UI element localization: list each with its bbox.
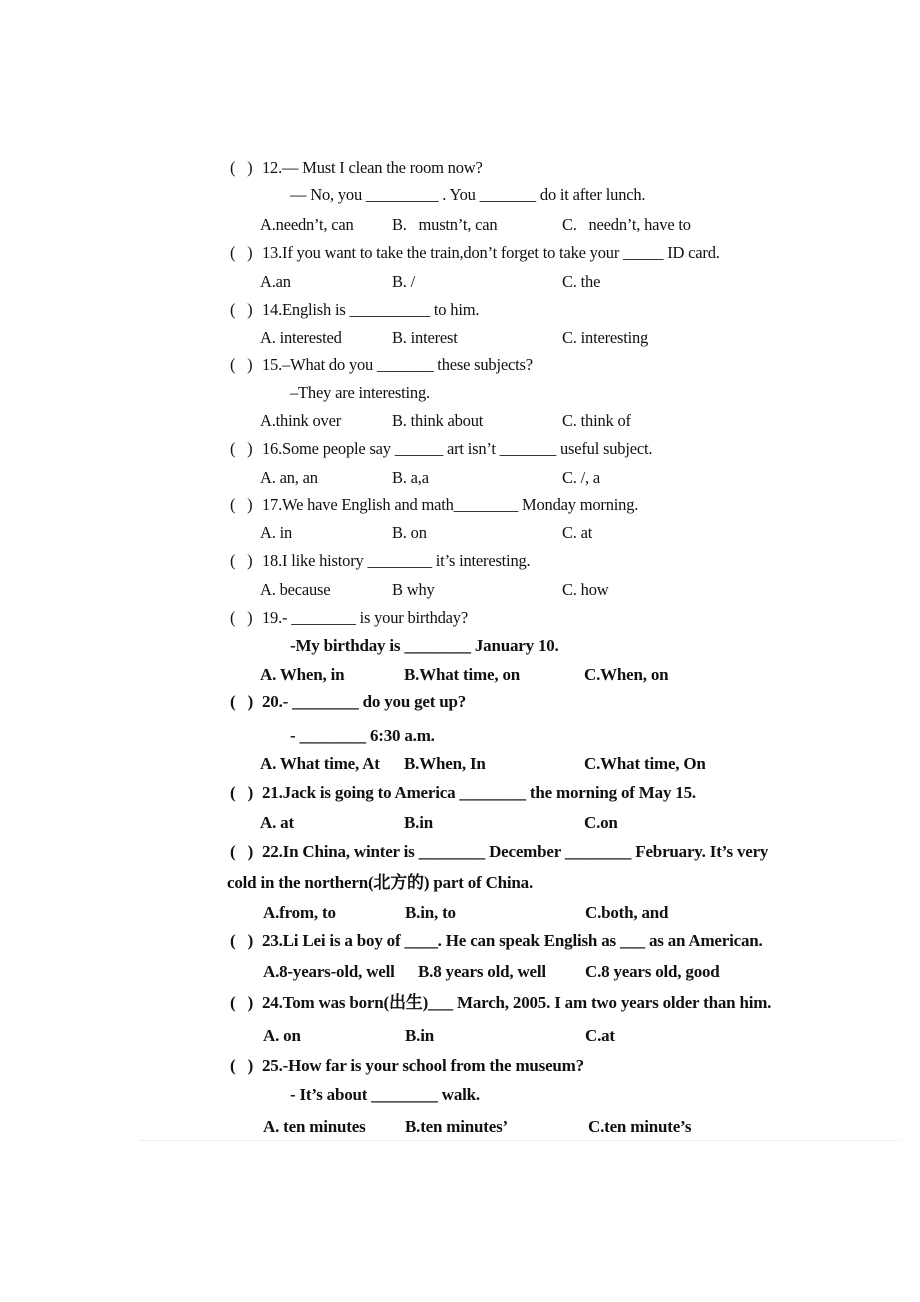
question-subline: –They are interesting. (290, 383, 430, 402)
option-a: A. an, an (260, 468, 318, 487)
option-b: B. on (392, 523, 427, 542)
question-stem: 16.Some people say ______ art isn’t _______ useful subject. (262, 439, 653, 458)
question-stem: 13.If you want to take the train,don’t forget to take your _____ ID card. (262, 243, 720, 262)
answer-bracket: ( ) (230, 495, 253, 514)
option-c: C. think of (562, 411, 631, 430)
answer-bracket: ( ) (230, 692, 254, 711)
option-b: B.in (404, 813, 433, 832)
question-stem: 21.Jack is going to America ________ the morning of May 15. (262, 783, 696, 802)
page-edge-divider (140, 1140, 900, 1141)
option-a: A.needn’t, can (260, 215, 354, 234)
question-stem: 24.Tom was born(出生)___ March, 2005. I am two years older than him. (262, 993, 772, 1012)
answer-bracket: ( ) (230, 300, 253, 319)
answer-bracket: ( ) (230, 783, 254, 802)
option-c: C.at (585, 1026, 615, 1045)
option-c: C. how (562, 580, 609, 599)
option-a: A.an (260, 272, 291, 291)
answer-bracket: ( ) (230, 158, 253, 177)
option-b: B. mustn’t, can (392, 215, 498, 234)
option-c: C.both, and (585, 903, 669, 922)
option-b: B. / (392, 272, 416, 291)
option-a: A. interested (260, 328, 342, 347)
answer-bracket: ( ) (230, 1056, 254, 1075)
option-c: C. needn’t, have to (562, 215, 691, 234)
question-subline: - It’s about ________ walk. (290, 1085, 480, 1104)
question-stem: 19.- ________ is your birthday? (262, 608, 468, 627)
option-a: A.from, to (263, 903, 336, 922)
question-continuation: cold in the northern(北方的) part of China. (227, 873, 534, 892)
option-c: C. at (562, 523, 593, 542)
option-a: A.think over (260, 411, 342, 430)
question-stem: 18.I like history ________ it’s interesting. (262, 551, 531, 570)
option-a: A. ten minutes (263, 1117, 366, 1136)
question-subline: -My birthday is ________ January 10. (290, 636, 559, 655)
option-b: B.8 years old, well (418, 962, 546, 981)
option-a: A. What time, At (260, 754, 380, 773)
option-b: B. a,a (392, 468, 429, 487)
option-b: B.When, In (404, 754, 486, 773)
question-stem: 17.We have English and math________ Monday morning. (262, 495, 639, 514)
option-a: A. on (263, 1026, 301, 1045)
answer-bracket: ( ) (230, 842, 254, 861)
question-stem: 14.English is __________ to him. (262, 300, 480, 319)
option-c: C.When, on (584, 665, 669, 684)
question-stem: 20.- ________ do you get up? (262, 692, 467, 711)
option-c: C.ten minute’s (588, 1117, 692, 1136)
option-b: B.in, to (405, 903, 456, 922)
answer-bracket: ( ) (230, 243, 253, 262)
option-b: B.in (405, 1026, 434, 1045)
option-c: C.on (584, 813, 618, 832)
option-a: A. at (260, 813, 294, 832)
option-b: B. think about (392, 411, 484, 430)
answer-bracket: ( ) (230, 993, 254, 1012)
option-c: C. the (562, 272, 601, 291)
question-subline: — No, you _________ . You _______ do it after lunch. (290, 185, 646, 204)
question-stem: 23.Li Lei is a boy of ____. He can speak English as ___ as an American. (262, 931, 763, 950)
answer-bracket: ( ) (230, 355, 253, 374)
question-stem: 25.-How far is your school from the museum? (262, 1056, 584, 1075)
option-c: C. interesting (562, 328, 649, 347)
answer-bracket: ( ) (230, 439, 253, 458)
option-c: C.8 years old, good (585, 962, 720, 981)
option-a: A.8-years-old, well (263, 962, 395, 981)
option-b: B.ten minutes’ (405, 1117, 508, 1136)
option-b: B. interest (392, 328, 458, 347)
option-b: B.What time, on (404, 665, 521, 684)
answer-bracket: ( ) (230, 931, 254, 950)
question-subline: - ________ 6:30 a.m. (290, 726, 435, 745)
question-stem: 12.— Must I clean the room now? (262, 158, 483, 177)
answer-bracket: ( ) (230, 608, 253, 627)
question-stem: 22.In China, winter is ________ December ________ February. It’s very (262, 842, 769, 861)
option-a: A. When, in (260, 665, 345, 684)
option-c: C. /, a (562, 468, 601, 487)
option-c: C.What time, On (584, 754, 706, 773)
option-a: A. because (260, 580, 331, 599)
option-a: A. in (260, 523, 293, 542)
answer-bracket: ( ) (230, 551, 253, 570)
question-stem: 15.–What do you _______ these subjects? (262, 355, 533, 374)
option-b: B why (392, 580, 435, 599)
